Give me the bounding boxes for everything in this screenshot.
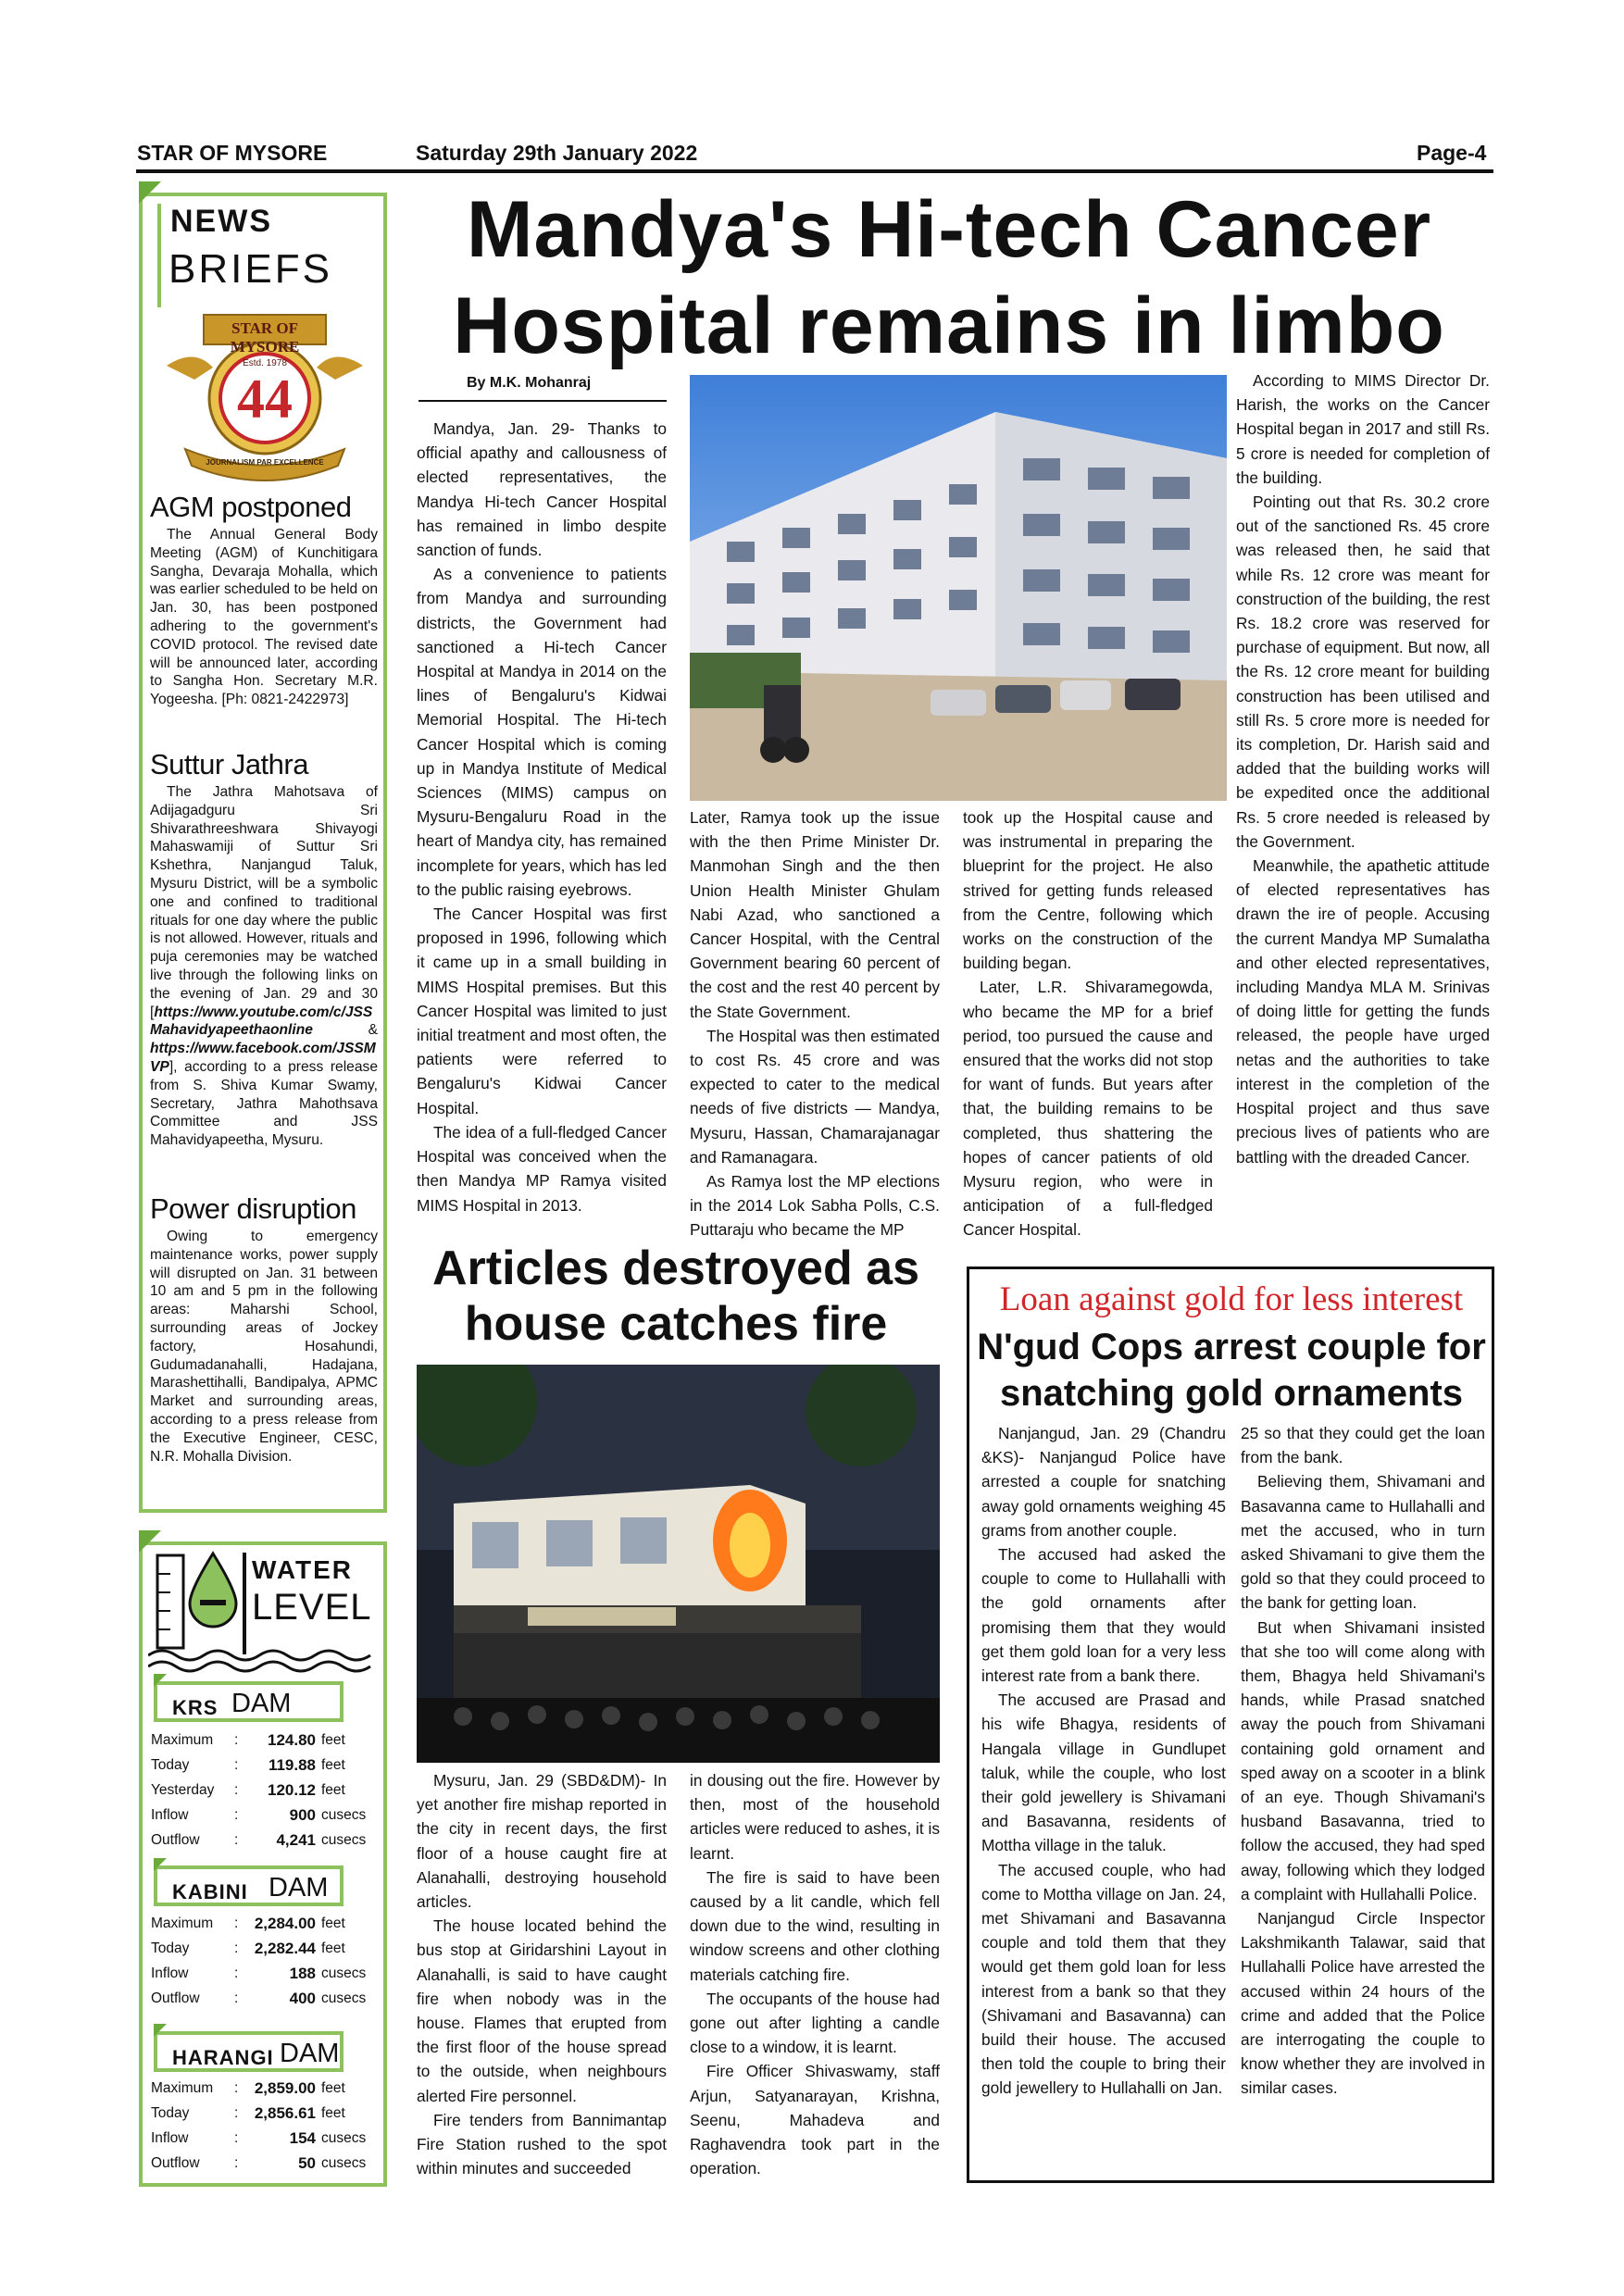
- news-briefs-title-news: NEWS: [170, 204, 272, 239]
- logo-banner-text: STAR OF MYSORE: [230, 319, 300, 356]
- main-story-col3: took up the Hospital cause and was instrumental in preparing the blueprint for the project. He also strived for getting funds released from the Centre, following which works on the construction of the building began. Later, L.R. Shivaramegowda, who became the MP for a brief period, too pursued the cause and ensured that the works did not stop for want of funds. But years after that, the building remains to be completed, thus shattering the hopes of cancer patients of old Mysuru region, who were in anticipation of a full-fledged Cancer Hospital.: [963, 808, 1213, 1240]
- main-story-col1: Mandya, Jan. 29- Thanks to official apathy and callousness of elected representatives, the Mandya Hi-tech Cancer Hospital has remained in limbo despite sanction of funds. As a convenience to patients from Mandya and surrounding districts, the Government had sanctioned a Hi-tech Cancer Hospital at Mandya in 2014 on the lines of Bengaluru's Kidwai Memorial Hospital. The Hi-tech Cancer Hospital which is coming up in Mandya Institute of Medical Sciences (MIMS) campus on Mysuru-Bengaluru Road in the heart of Mandya city, has remained incomplete for years, which has led to the public raising eyebrows. The Cancer Hospital was first proposed in 1996, following which it came up in a small building in MIMS Hospital premises. But this Cancer Hospital was limited to just initial treatment and most often, the patients were referred to Bengaluru's Kidwai Cancer Hospital. The idea of a full-fledged Cancer Hospital was conceived when the then Mandya MP Ramya visited MIMS Hospital in 2013.: [417, 419, 667, 1215]
- hospital-photo: [690, 375, 1227, 801]
- star-of-mysore-44-logo: [157, 310, 372, 486]
- brief-title-power: Power disruption: [150, 1192, 356, 1225]
- dam-row: Today : 2,282.44 feet: [151, 1940, 345, 1957]
- dam-row: Inflow : 154 cusecs: [151, 2129, 367, 2147]
- brief-title-agm: AGM postponed: [150, 491, 352, 523]
- main-story-col2: Later, Ramya took up the issue with the then Prime Minister Dr. Manmohan Singh and the then Union Health Minister Ghulam Nabi Azad, who sanctioned a Cancer Hospital, with the Central Government bearing 60 percent of the cost and the rest 40 percent by the State Government. The Hospital was then estimated to cost Rs. 45 crore and was expected to cater to the medical needs of five districts — Mandya, Mysuru, Hassan, Chamarajanagar and Ramanagara. As Ramya lost the MP elections in the 2014 Lok Sabha Polls, C.S. Puttaraju who became the MP: [690, 808, 940, 1240]
- brief-body-suttur: The Jathra Mahotsava of Adijagadguru Sri Shivarathreeshwara Shivayogi Mahaswamiji of Suttur Sri Kshethra, Nanjangud Taluk, Mysuru District, will be a symbolic one and confined to traditional rituals for one day where the public is not allowed. However, rituals and puja ceremonies may be watched live through the following links on the evening of Jan. 29 and 30 [https://www.youtube.com/c/JSSMahavidyapeethaonline & https://www.facebook.com/JSSMVP], according to a press release from S. Shiva Kumar Swamy, Secretary, Jathra Mahothsava Committee and JSS Mahavidyapeetha, Mysuru.: [150, 784, 378, 1149]
- news-briefs-title-briefs: BRIEFS: [169, 246, 332, 292]
- logo-estd: Estd. 1978: [243, 358, 287, 368]
- water-level-title-level: LEVEL: [252, 1587, 372, 1628]
- gold-story-col2: 25 so that they could get the loan from the bank. Believing them, Shivamani and Basavanna came to Hullahalli and met the accused, who in turn asked Shivamani to give them the gold so that they could proceed to the bank for getting loan. But when Shivamani insisted that she too will come along with them, Bhagya held Shivamani's hands, while Prasad snatched away the pouch from Shivamani containing gold ornament and sped away on a scooter in a blink of an eye. Though Shivamani's husband Basavanna, tried to follow the accused, they had sped away, following which they lodged a complaint with Hullahalli Police. Nanjangud Circle Inspector Lakshmikanth Talawar, said that Hullahalli Police have arrested the accused within 24 hours of the crime and added that the Police are interrogating the couple to know whether they are involved in similar cases.: [1241, 1424, 1485, 2098]
- dam-row: Maximum : 124.80 feet: [151, 1731, 345, 1749]
- fire-headline: Articles destroyed as house catches fire: [431, 1242, 920, 1351]
- briefs-title-bar: [157, 204, 161, 307]
- corner-flag-icon: [139, 181, 161, 204]
- brief-title-suttur: Suttur Jathra: [150, 748, 308, 780]
- brief-body-power: Owing to emergency maintenance works, power supply will disrupted on Jan. 31 between 10 am and 5 pm in the following areas: Maharshi School, surrounding areas of Jockey factory, Hosahundi, Gudumadanahalli, Hadajana, Marashettihalli, Bandipalya, APMC Market and surrounding areas, according to a press release from the Executive Engineer, CESC, N.R. Mohalla Division.: [150, 1229, 378, 1465]
- fire-photo: [417, 1365, 940, 1763]
- dam-row: Today : 2,856.61 feet: [151, 2104, 345, 2122]
- fire-story-col1: Mysuru, Jan. 29 (SBD&DM)- In yet another fire mishap reported in the city in recent days, the first floor of a house caught fire at Alanahalli, destroying household articles. The house located behind the bus stop at Giridarshini Layout in Alanahalli, is said to have caught fire when nobody was in the house. Flames that erupted from the first floor of the house spread to the outside, when neighbours alerted Fire personnel. Fire tenders from Bannimantap Fire Station rushed to the spot within minutes and succeeded: [417, 1771, 667, 2178]
- gold-kicker: Loan against gold for less interest: [999, 1280, 1464, 1318]
- gold-headline: N'gud Cops arrest couple for snatching gold ornaments: [977, 1327, 1486, 1414]
- dam-header-krs: KRS DAM: [154, 1681, 344, 1722]
- corner-flag-icon: [154, 1858, 167, 1871]
- link-facebook[interactable]: https://www.facebook.com/JSSMVP: [150, 1041, 376, 1075]
- fire-story-col2: in dousing out the fire. However by then, most of the household articles were reduced to ashes, it is learnt. The fire is said to have been caused by a lit candle, which fell down due to the wind, resulting in window screens and other clothing materials catching fire. The occupants of the house had gone out after lighting a candle close to a window, it is learnt. Fire Officer Shivaswamy, staff Arjun, Satyanarayan, Krishna, Seenu, Mahadeva and Raghavendra took part in the operation.: [690, 1771, 940, 2178]
- dam-row: Outflow : 50 cusecs: [151, 2154, 367, 2172]
- dam-row: Outflow : 4,241 cusecs: [151, 1831, 367, 1849]
- header-rule: [136, 169, 1493, 173]
- water-level-title-water: WATER: [252, 1555, 354, 1584]
- water-title-rule: [243, 1553, 246, 1654]
- corner-flag-icon: [154, 1674, 167, 1687]
- issue-date: Saturday 29th January 2022: [416, 141, 698, 165]
- link-youtube[interactable]: https://www.youtube.com/c/JSSMahavidyapeethaonline: [150, 1004, 373, 1039]
- main-headline: Mandya's Hi-tech Cancer Hospital remains in limbo: [453, 185, 1445, 370]
- dam-row: Yesterday : 120.12 feet: [151, 1781, 345, 1799]
- dam-row: Maximum : 2,859.00 feet: [151, 2079, 345, 2097]
- dam-row: Maximum : 2,284.00 feet: [151, 1915, 345, 1932]
- logo-number: 44: [237, 368, 293, 430]
- page-number: Page-4: [1417, 141, 1487, 165]
- dam-row: Inflow : 900 cusecs: [151, 1806, 367, 1824]
- logo-ribbon: JOURNALISM PAR EXCELLENCE: [206, 458, 324, 467]
- byline-rule: [418, 400, 667, 402]
- brief-body-agm: The Annual General Body Meeting (AGM) of Kunchitigara Sangha, Devaraja Mohalla, which was earlier scheduled to be held on Jan. 30, has been postponed adhering to the government's COVID protocol. The revised date will be announced later, according to Sangha Hon. Secretary M.R. Yogeesha. [Ph: 0821-2422973]: [150, 527, 378, 708]
- dam-row: Today : 119.88 feet: [151, 1756, 345, 1774]
- dam-row: Outflow : 400 cusecs: [151, 1990, 367, 2007]
- gold-story-col1: Nanjangud, Jan. 29 (Chandru &KS)- Nanjangud Police have arrested a couple for snatching away gold ornaments weighing 45 grams from another couple. The accused had asked the couple to come to Hullahalli with the gold ornaments after promising them that they would get them gold loan for a very less interest rate from a bank there. The accused are Prasad and his wife Bhagya, residents of Hangala village in Gundlupet taluk, while the couple, who lost their gold jewellery is Shivamani and Basavanna, residents of Mottha village in the taluk. The accused couple, who had come to Mottha village on Jan. 24, met Shivamani and Basavanna couple and told them that they would get them gold loan for less interest from a bank so that they (Shivamani and Basavanna) can build their house. The accused then told the couple to bring their gold jewellery to Hullahalli on Jan.: [981, 1424, 1226, 2098]
- main-story-col4: According to MIMS Director Dr. Harish, the works on the Cancer Hospital began in 2017 and still Rs. 5 crore is needed for completion of the building. Pointing out that Rs. 30.2 crore out of the sanctioned Rs. 45 crore was released then, he said that while Rs. 12 crore was meant for construction of the building, the rest Rs. 18.2 crore was reserved for purchase of equipment. But now, all the Rs. 12 crore meant for building construction has been utilised and still Rs. 5 crore more is needed for its completion, Dr. Harish said and added that the building works will be expedited once the additional Rs. 5 crore needed is released by the Government. Meanwhile, the apathetic attitude of elected representatives has drawn the ire of people. Accusing the current Mandya MP Sumalatha and other elected representatives, including Mandya MLA M. Srinivas of doing little for getting the funds released, the people have urged netas and the authorities to take interest in the completion of the Hospital project and thus save precious lives of patients who are battling with the dreaded Cancer.: [1236, 371, 1490, 1167]
- byline: By M.K. Mohanraj: [467, 375, 592, 391]
- dam-header-harangi: HARANGI DAM: [154, 2031, 344, 2072]
- dam-row: Inflow : 188 cusecs: [151, 1965, 367, 1982]
- dam-header-kabini: KABINI DAM: [154, 1866, 344, 1906]
- corner-flag-icon: [154, 2024, 167, 2037]
- paper-name: STAR OF MYSORE: [137, 141, 328, 165]
